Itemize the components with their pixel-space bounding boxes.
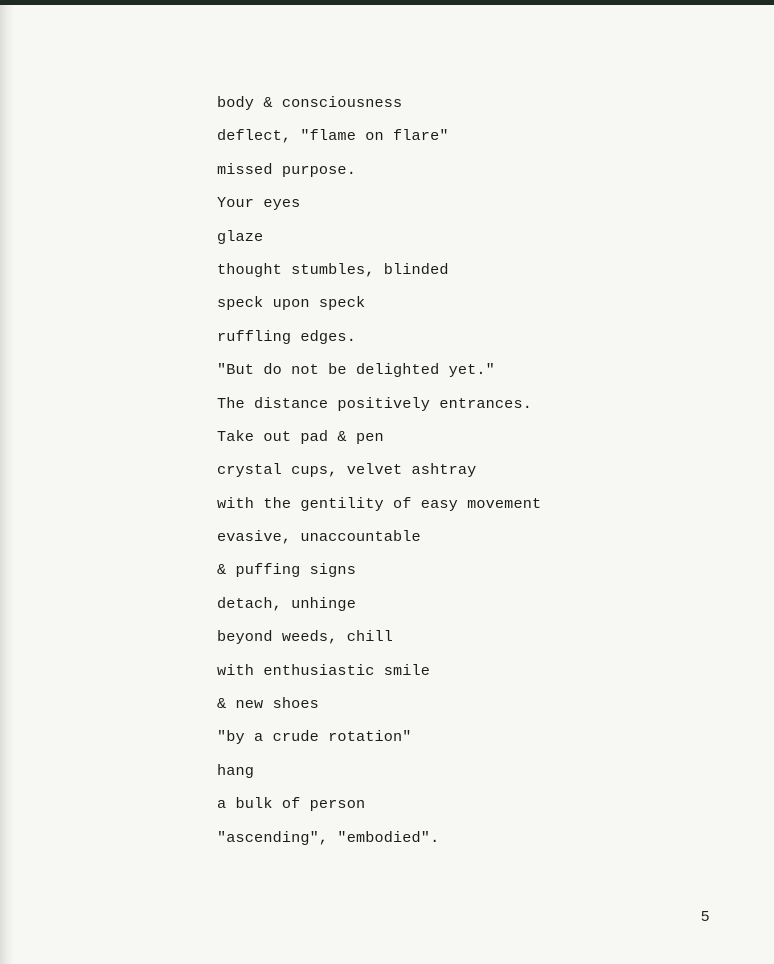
poem-line: evasive, unaccountable: [217, 528, 421, 547]
poem-line: Your eyes: [217, 194, 301, 213]
poem-line: "But do not be delighted yet.": [217, 361, 495, 380]
poem-line: with enthusiastic smile: [217, 661, 431, 680]
poem-line: Take out pad & pen: [217, 427, 384, 446]
page-number: 5: [701, 908, 710, 925]
page-spine-shadow: [0, 5, 14, 964]
poem-line: beyond weeds, chill: [217, 628, 394, 647]
poem-line: thought stumbles, blinded: [217, 260, 449, 279]
poem-line: hang: [217, 761, 255, 780]
poem-line: & puffing signs: [217, 561, 356, 580]
poem-line: glaze: [217, 227, 264, 246]
poem-line: ruffling edges.: [217, 327, 356, 346]
poem-line: "ascending", "embodied".: [217, 828, 440, 847]
poem-line: detach, unhinge: [217, 594, 356, 613]
poem-line: body & consciousness: [217, 94, 403, 112]
page-top-edge: [0, 0, 774, 5]
poem-line: deflect, "flame on flare": [217, 127, 449, 146]
poem-line: a bulk of person: [217, 795, 366, 814]
poem-line: crystal cups, velvet ashtray: [217, 461, 477, 480]
poem-line: The distance positively entrances.: [217, 394, 532, 413]
poem-text: [217, 92, 541, 860]
poem-line: with the gentility of easy movement: [217, 494, 542, 513]
poem-line: "by a crude rotation": [217, 728, 412, 747]
poem-line: missed purpose.: [217, 160, 356, 179]
poem-line: & new shoes: [217, 695, 319, 714]
poem-line: speck upon speck: [217, 294, 366, 313]
